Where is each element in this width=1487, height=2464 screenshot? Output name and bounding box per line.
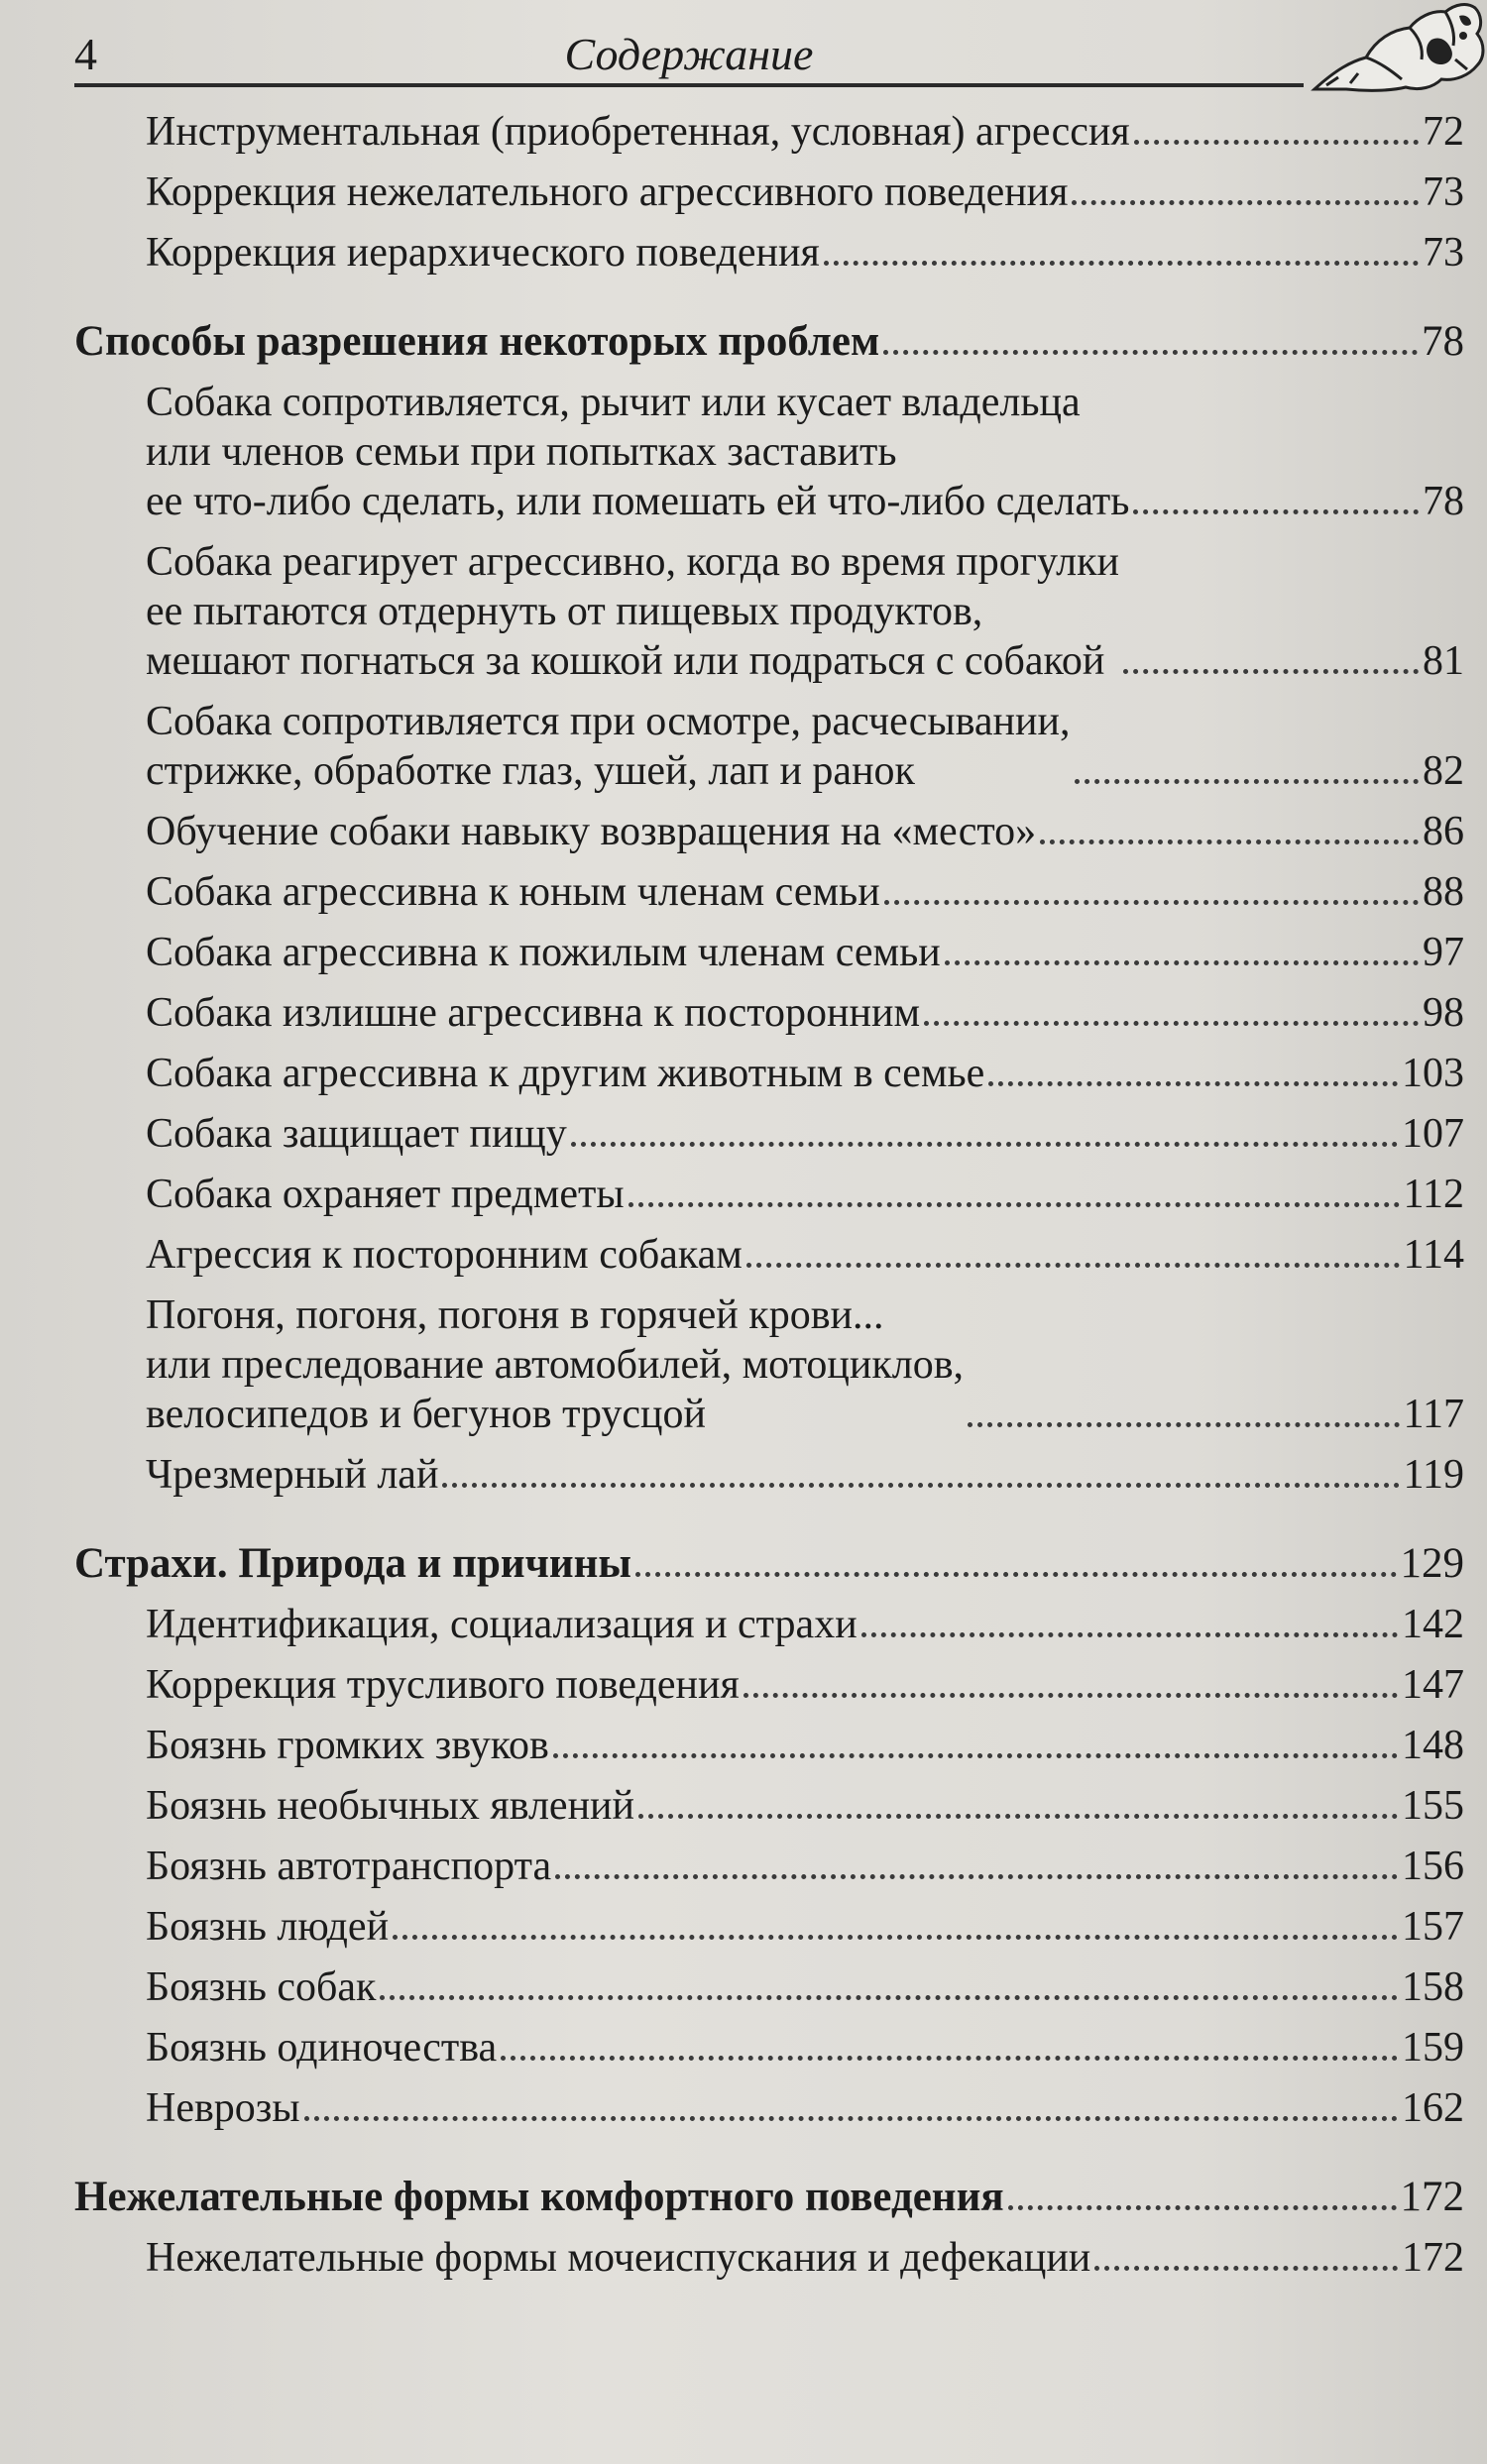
toc-entry xyxy=(146,168,1464,217)
toc-entry xyxy=(146,228,1464,278)
toc-entry-title: Собака агрессивна к юным членам семьи xyxy=(146,869,880,915)
toc-entry xyxy=(146,1842,1464,1891)
toc-entry-title: Собака охраняет предметы xyxy=(146,1172,625,1217)
toc-entry-page: 78 xyxy=(1423,479,1464,524)
toc-entry-title: Боязнь собак xyxy=(146,1964,377,2010)
toc-entry-page: 157 xyxy=(1402,1904,1464,1950)
toc-entry-page: 86 xyxy=(1423,809,1464,854)
toc-entry-title: Собака сопротивляется при осмотре, расчесывании, стрижке, обработке глаз, ушей, лап и ранок xyxy=(146,699,1071,794)
dot-leader xyxy=(884,900,1419,905)
toc-entry-title: Собака защищает пищу xyxy=(146,1111,567,1157)
toc-entry-page: 148 xyxy=(1402,1723,1464,1768)
dot-leader xyxy=(442,1483,1399,1488)
toc-entry xyxy=(146,1290,1464,1439)
dot-leader xyxy=(393,1935,1398,1940)
toc-entry-page: 97 xyxy=(1423,930,1464,975)
toc-entry-page: 172 xyxy=(1400,2174,1464,2220)
toc-entry-page: 98 xyxy=(1423,990,1464,1036)
toc-entry-title: Инструментальная (приобретенная, условная) агрессия xyxy=(146,109,1130,155)
dot-leader xyxy=(883,350,1418,355)
toc-entry-page: 155 xyxy=(1402,1783,1464,1829)
toc-entry-title: Погоня, погоня, погоня в горячей крови... или преследование автомобилей, мотоциклов, велосипедов и бегунов трусцой xyxy=(146,1292,965,1437)
toc-entry-title: Собака реагирует агрессивно, когда во время прогулки ее пытаются отдернуть от пищевых продуктов, мешают погнаться за кошкой или подраться с собакой xyxy=(146,539,1119,684)
toc-entry-title: Страхи. Природа и причины xyxy=(74,1540,632,1587)
toc-entry xyxy=(146,2233,1464,2283)
toc-entry xyxy=(146,378,1464,526)
toc-entry xyxy=(146,107,1464,157)
dot-leader xyxy=(968,1422,1399,1427)
toc-entry-title: Боязнь людей xyxy=(146,1904,390,1950)
toc-entry-page: 107 xyxy=(1402,1111,1464,1157)
toc-entry xyxy=(146,1109,1464,1159)
toc-entry xyxy=(146,2023,1464,2072)
toc-entry xyxy=(146,697,1464,796)
dot-leader xyxy=(824,261,1419,266)
toc-entry xyxy=(146,928,1464,977)
toc-entry xyxy=(146,1660,1464,1710)
toc-entry xyxy=(146,1781,1464,1831)
dot-leader xyxy=(1008,2205,1397,2210)
toc-entry-page: 73 xyxy=(1423,230,1464,276)
toc-entry-page: 156 xyxy=(1402,1844,1464,1889)
toc-entry-page: 112 xyxy=(1403,1172,1464,1217)
page-number: 4 xyxy=(74,29,97,79)
toc-section-entry xyxy=(74,317,1464,367)
toc-entry xyxy=(146,537,1464,686)
toc-entry-title: Собака агрессивна к другим животным в семье xyxy=(146,1051,985,1096)
toc-entry-page: 73 xyxy=(1423,169,1464,215)
dot-leader xyxy=(571,1142,1398,1147)
toc-entry-page: 172 xyxy=(1402,2235,1464,2281)
toc-entry-title: Собака излишне агрессивна к посторонним xyxy=(146,990,921,1036)
header-rule xyxy=(74,83,1304,87)
toc-entry-title: Агрессия к посторонним собакам xyxy=(146,1232,743,1278)
dot-leader xyxy=(638,1814,1398,1819)
toc-entry-title: Чрезмерный лай xyxy=(146,1452,439,1498)
toc-entry xyxy=(146,1962,1464,2012)
toc-entry-title: Нежелательные формы комфортного поведения xyxy=(74,2174,1004,2220)
toc-entry-title: Обучение собаки навыку возвращения на «место» xyxy=(146,809,1037,854)
dot-leader xyxy=(945,960,1419,965)
toc-entry-page: 159 xyxy=(1402,2025,1464,2071)
toc-entry-page: 147 xyxy=(1402,1662,1464,1708)
dot-leader xyxy=(744,1693,1398,1698)
dot-leader xyxy=(1040,840,1419,844)
dot-leader xyxy=(553,1753,1398,1758)
toc-entry xyxy=(146,1721,1464,1770)
toc-entry-title: Коррекция нежелательного агрессивного поведения xyxy=(146,169,1069,215)
toc-entry-page: 78 xyxy=(1422,318,1464,365)
toc-entry-page: 129 xyxy=(1400,1540,1464,1587)
toc-entry xyxy=(146,988,1464,1038)
toc-entry xyxy=(146,807,1464,856)
dot-leader xyxy=(746,1263,1400,1268)
toc-entry-title: Идентификация, социализация и страхи xyxy=(146,1602,858,1647)
toc-entry xyxy=(146,1450,1464,1500)
dot-leader xyxy=(1094,2266,1398,2271)
toc-entry-title: Способы разрешения некоторых проблем xyxy=(74,318,880,365)
dot-leader xyxy=(380,1995,1398,2000)
dot-leader xyxy=(635,1572,1396,1577)
toc-entry xyxy=(146,1902,1464,1952)
toc-entry-page: 103 xyxy=(1402,1051,1464,1096)
toc-entry-page: 72 xyxy=(1423,109,1464,155)
toc-entry-page: 119 xyxy=(1403,1452,1464,1498)
dot-leader xyxy=(988,1081,1398,1086)
dot-leader xyxy=(555,1874,1398,1879)
dot-leader xyxy=(629,1202,1400,1207)
toc-entry-title: Коррекция трусливого поведения xyxy=(146,1662,740,1708)
dot-leader xyxy=(924,1021,1419,1026)
dot-leader xyxy=(861,1632,1398,1637)
toc-entry-page: 117 xyxy=(1403,1392,1464,1437)
toc-entry-title: Боязнь громких звуков xyxy=(146,1723,549,1768)
toc-entry-title: Боязнь одиночества xyxy=(146,2025,498,2071)
dot-leader xyxy=(1075,779,1420,784)
toc-section-entry xyxy=(74,1539,1464,1589)
dot-leader xyxy=(1123,669,1419,674)
toc-entry-title: Боязнь необычных явлений xyxy=(146,1783,635,1829)
table-of-contents xyxy=(74,107,1464,2294)
toc-entry-page: 162 xyxy=(1402,2085,1464,2131)
toc-entry-title: Неврозы xyxy=(146,2085,300,2131)
running-title: Содержание xyxy=(564,29,814,79)
dot-leader xyxy=(1133,509,1419,514)
toc-entry-page: 81 xyxy=(1423,638,1464,684)
dog-illustration-icon xyxy=(1307,0,1487,94)
dot-leader xyxy=(501,2056,1398,2061)
toc-entry-page: 88 xyxy=(1423,869,1464,915)
toc-section-entry xyxy=(74,2173,1464,2222)
dot-leader xyxy=(1134,140,1419,145)
toc-entry xyxy=(146,1600,1464,1649)
toc-entry-title: Собака агрессивна к пожилым членам семьи xyxy=(146,930,941,975)
toc-entry-page: 114 xyxy=(1403,1232,1464,1278)
toc-entry xyxy=(146,1170,1464,1219)
dot-leader xyxy=(1072,200,1419,205)
page-header xyxy=(74,14,1304,83)
toc-entry-page: 142 xyxy=(1402,1602,1464,1647)
dot-leader xyxy=(304,2116,1398,2121)
toc-entry-title: Боязнь автотранспорта xyxy=(146,1844,552,1889)
toc-entry xyxy=(146,867,1464,917)
toc-entry xyxy=(146,2083,1464,2133)
toc-entry-title: Собака сопротивляется, рычит или кусает владельца или членов семьи при попытках заставить ее что-либо сделать, или помешать ей что-либо сделать xyxy=(146,380,1130,524)
toc-entry-title: Коррекция иерархического поведения xyxy=(146,230,820,276)
toc-entry-page: 158 xyxy=(1402,1964,1464,2010)
toc-entry-page: 82 xyxy=(1423,748,1464,794)
toc-entry xyxy=(146,1230,1464,1280)
toc-entry-title: Нежелательные формы мочеиспускания и дефекации xyxy=(146,2235,1091,2281)
toc-entry xyxy=(146,1049,1464,1098)
